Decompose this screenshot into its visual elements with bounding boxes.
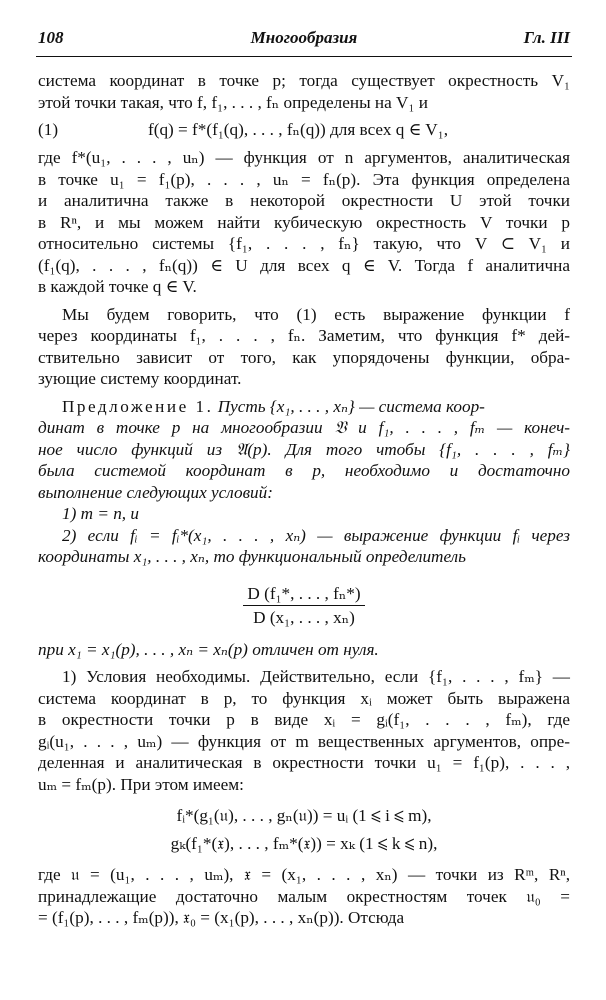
jacobian-fraction (38, 582, 570, 629)
text-line: ное число функций из 𝔄(p). Для того чтобы {f₁, . . . , fₘ} (38, 439, 570, 459)
proposition-first-line (38, 396, 570, 418)
text-line: через координаты f₁, . . . , fₙ. Заметим, что функция f* дей- (38, 326, 570, 345)
header-rule (36, 56, 572, 57)
text-line: этой точки такая, что f, f₁, . . . , fₙ определены на V₁ и (38, 92, 428, 112)
text-line: в Rⁿ, и мы можем найти кубическую окрестность V точки p (38, 212, 570, 232)
text-line: и аналитична также в некоторой окрестности U этой точки (38, 191, 570, 210)
text-line: выполнение следующих условий: (38, 482, 273, 502)
text-line: система координат в p, то функция xᵢ может быть выражена (38, 688, 570, 708)
page-number: 108 (38, 28, 64, 47)
condition-2: 2) если fᵢ = fᵢ*(x₁, . . . , xₙ) — выражение функции fᵢ через (62, 525, 570, 545)
text-line: gᵢ(u₁, . . . , uₘ) — функция от m вещественных аргументов, опре- (38, 731, 570, 751)
text-line: = (f₁(p), . . . , fₘ(p)), 𝔵₀ = (x₁(p), . . . , xₙ(p)). Отсюда (38, 908, 405, 927)
condition-1: 1) m = n, и (62, 504, 139, 523)
text-line: деленная и аналитическая в окрестности точки u₁ = f₁(p), . . . , (38, 753, 570, 772)
equation-1 (38, 113, 570, 147)
text-line: ствительно зависит от того, как упорядочены функции, обра- (38, 347, 570, 367)
equation-a: fᵢ*(g₁(𝔲), . . . , gₙ(𝔲)) = uᵢ (1 ⩽ i ⩽ m), (176, 806, 432, 825)
text-line: при x₁ = x₁(p), . . . , xₙ = xₙ(p) отличен от нуля. (38, 639, 379, 659)
equation-b: gₖ(f₁*(𝔵), . . . , fₘ*(𝔵)) = xₖ (1 ⩽ k ⩽ n), (170, 833, 438, 853)
running-title: Многообразия (250, 28, 358, 47)
text-line: Мы будем говорить, что (1) есть выражение функции f (62, 304, 570, 324)
text-line: в каждой точке q ∈ V. (38, 277, 197, 296)
equation-expression: f(q) = f*(f₁(q), . . . , fₙ(q)) для всех q ∈ V₁, (148, 120, 449, 139)
text-line: где 𝔲 = (u₁, . . . , uₘ), 𝔵 = (x₁, . . . , xₙ) — точки из Rᵐ, Rⁿ, (38, 865, 570, 884)
fraction-numerator: D (f₁*, . . . , fₙ*) (247, 583, 361, 603)
text-line: была системой координат в p, необходимо и достаточно (38, 461, 570, 480)
text-line: динат в точке p на многообразии 𝔙 и f₁, . . . , fₘ — конеч- (38, 418, 570, 437)
text-line: зующие систему координат. (38, 369, 242, 388)
page-body (38, 70, 570, 929)
text-line: система координат в точке p; тогда существует окрестность V₁ (38, 71, 570, 90)
text-line: 1) Условия необходимы. Действительно, если {f₁, . . . , fₘ} — (62, 667, 570, 686)
text-line: в точке u₁ = f₁(p), . . . , uₙ = fₙ(p). Эта функция определена (38, 169, 570, 189)
proposition-text: Пусть {x₁, . . . , xₙ} — система коор- (217, 396, 485, 416)
chapter-label: Гл. III (523, 28, 570, 47)
equation-number: (1) (38, 120, 59, 139)
running-header (38, 28, 570, 52)
text-line: принадлежащие достаточно малым окрестностям точек 𝔲₀ = (38, 886, 570, 906)
text-line: в окрестности точки p в виде xᵢ = gᵢ(f₁, . . . , fₘ), где (38, 710, 570, 729)
fraction-denominator: D (x₁, . . . , xₙ) (253, 607, 355, 627)
text-line: uₘ = fₘ(p). При этом имеем: (38, 774, 244, 794)
proposition-label: Предложение 1. (62, 396, 214, 416)
text-line: (f₁(q), . . . , fₙ(q)) ∈ U для всех q ∈ V. Тогда f аналитична (38, 255, 570, 275)
text-line: координаты x₁, . . . , xₙ, то функциональный определитель (38, 547, 466, 566)
text-line: относительно системы {f₁, . . . , fₙ} такую, что V ⊂ V₁ и (38, 234, 570, 253)
text-line: где f*(u₁, . . . , uₙ) — функция от n аргументов, аналитическая (38, 148, 570, 167)
